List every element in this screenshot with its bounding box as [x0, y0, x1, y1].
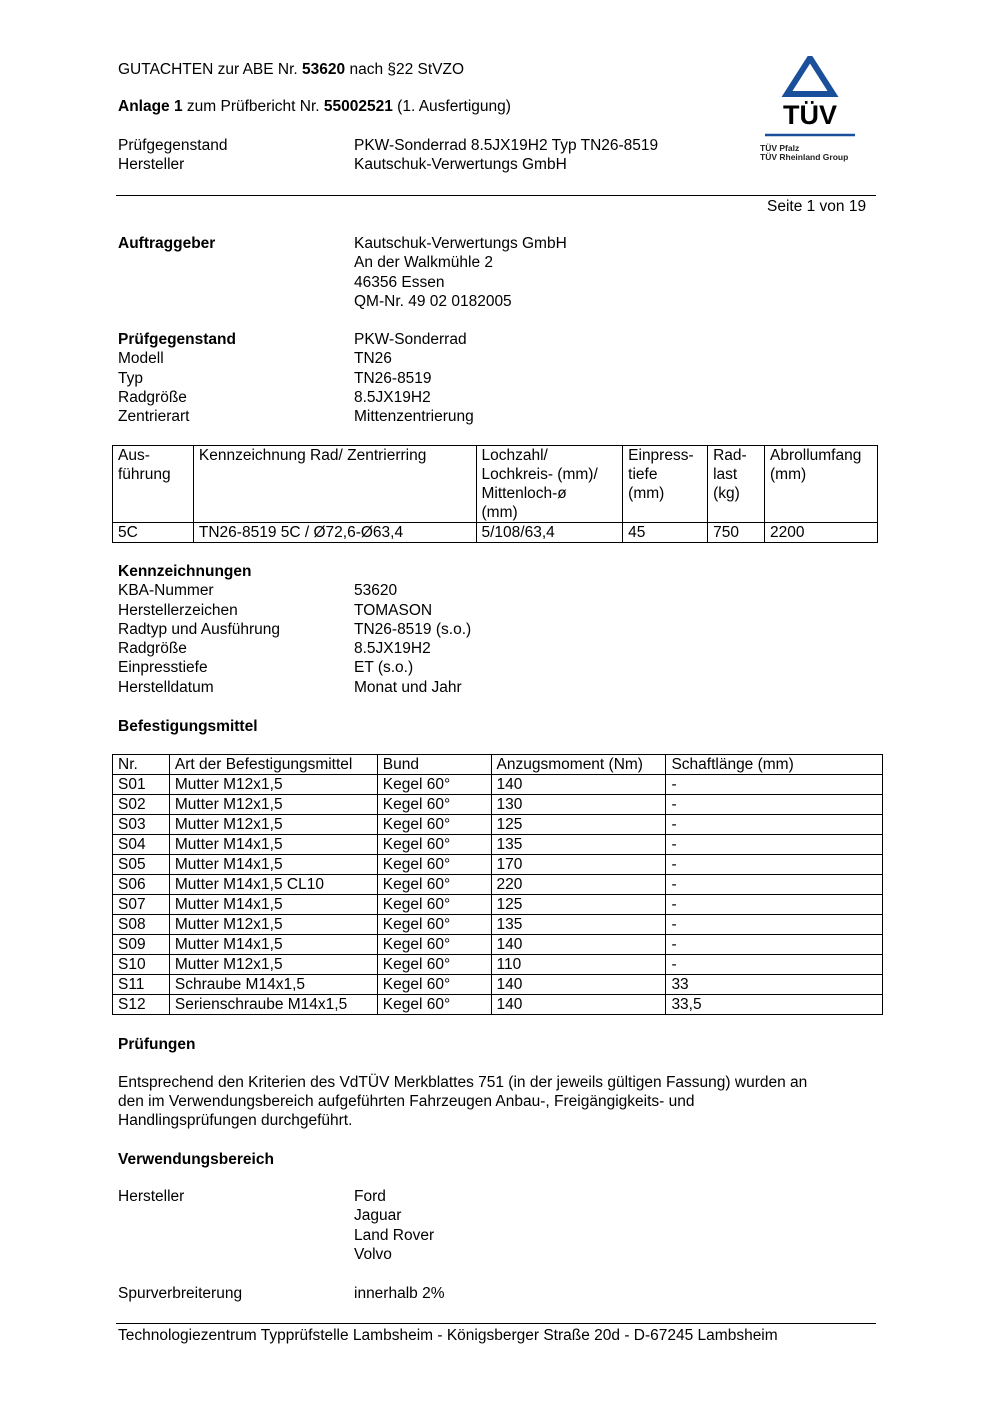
vb-hersteller: Jaguar	[354, 1207, 402, 1225]
logo-sub-2: TÜV Rheinland Group	[760, 152, 849, 162]
header-line2-suffix: (1. Ausfertigung)	[397, 98, 511, 115]
bef-cell: Mutter M14x1,5	[169, 855, 377, 875]
header-line-1	[118, 60, 464, 79]
bef-cell: 130	[491, 795, 666, 815]
pruefungen-text-line: Handlingsprüfungen durchgeführt.	[118, 1112, 353, 1129]
verwendungsbereich-block	[118, 1187, 435, 1264]
bef-cell: 125	[491, 815, 666, 835]
pg-key: Zentrierart	[118, 408, 190, 426]
bef-cell: -	[666, 935, 883, 955]
wheel-table	[112, 445, 878, 543]
kz-value: Monat und Jahr	[354, 678, 462, 696]
vb-hersteller: Volvo	[354, 1245, 392, 1263]
bef-cell: -	[666, 835, 883, 855]
header-line1-suffix: nach §22 StVZO	[349, 61, 465, 78]
table-row	[113, 935, 883, 955]
kennzeichnungen-block	[118, 562, 472, 697]
table-row	[113, 835, 883, 855]
bef-cell: S04	[113, 835, 170, 855]
bef-cell: Kegel 60°	[377, 975, 491, 995]
pg-key: Radgröße	[118, 388, 187, 406]
bef-cell: Kegel 60°	[377, 835, 491, 855]
bef-cell: 140	[491, 935, 666, 955]
tuv-logo-text: TÜV	[783, 100, 837, 130]
verwendungsbereich-title: Verwendungsbereich	[118, 1151, 274, 1168]
tuv-triangle-logo-icon	[760, 56, 860, 138]
kz-value: 53620	[354, 582, 398, 600]
spur-label: Spurverbreiterung	[118, 1285, 243, 1302]
pruefgegenstand-value: PKW-Sonderrad	[354, 331, 467, 348]
bef-cell: Mutter M12x1,5	[169, 795, 377, 815]
kz-value: TN26-8519 (s.o.)	[354, 620, 472, 638]
pg-value: TN26	[354, 350, 392, 368]
table-row	[113, 523, 878, 543]
wheel-cell: 2200	[765, 523, 878, 543]
bef-cell: -	[666, 895, 883, 915]
bef-cell: 33	[666, 975, 883, 995]
pruefungen-text-line: den im Verwendungsbereich aufgeführten Fahrzeugen Anbau-, Freigängigkeits- und	[118, 1093, 695, 1110]
bef-cell: 220	[491, 875, 666, 895]
header-hersteller-value: Kautschuk-Verwertungs GmbH	[354, 156, 567, 173]
vb-hersteller: Land Rover	[354, 1226, 435, 1244]
table-row	[113, 775, 883, 795]
bef-cell: Mutter M14x1,5	[169, 835, 377, 855]
bef-cell: 140	[491, 975, 666, 995]
wheel-cell: 5C	[113, 523, 194, 543]
kz-value: ET (s.o.)	[354, 659, 414, 677]
bef-header-cell: Anzugsmoment (Nm)	[491, 755, 666, 775]
bef-cell: -	[666, 775, 883, 795]
kz-value: TOMASON	[354, 601, 433, 619]
bef-cell: 33,5	[666, 995, 883, 1015]
bef-cell: Mutter M12x1,5	[169, 955, 377, 975]
auftraggeber-block	[118, 234, 567, 311]
bef-header-cell: Schaftlänge (mm)	[666, 755, 883, 775]
table-row	[113, 995, 883, 1015]
wheel-header-cell: Aus- führung	[113, 446, 194, 523]
bef-cell: S12	[113, 995, 170, 1015]
bef-cell: 125	[491, 895, 666, 915]
pruefgegenstand-block	[118, 330, 474, 426]
bef-cell: Mutter M14x1,5 CL10	[169, 875, 377, 895]
table-row	[113, 875, 883, 895]
bef-cell: Kegel 60°	[377, 895, 491, 915]
bef-cell: 140	[491, 995, 666, 1015]
vb-hersteller: Ford	[354, 1188, 386, 1205]
pg-value: TN26-8519	[354, 369, 432, 387]
kz-key: Radtyp und Ausführung	[118, 620, 281, 638]
table-row	[113, 915, 883, 935]
bef-cell: Kegel 60°	[377, 875, 491, 895]
bef-cell: S06	[113, 875, 170, 895]
bef-cell: S03	[113, 815, 170, 835]
logo-sub-1: TÜV Pfalz	[760, 143, 800, 153]
header-pruef-label: Prüfgegenstand	[118, 137, 228, 154]
bef-cell: S07	[113, 895, 170, 915]
header-line1-prefix: GUTACHTEN zur ABE Nr.	[118, 61, 298, 78]
pruefungen-title: Prüfungen	[118, 1036, 196, 1053]
pruefbericht-number: 55002521	[323, 98, 393, 115]
bef-cell: S05	[113, 855, 170, 875]
bef-cell: -	[666, 955, 883, 975]
bef-cell: Kegel 60°	[377, 855, 491, 875]
bef-cell: 110	[491, 955, 666, 975]
kz-key: KBA-Nummer	[118, 582, 214, 600]
kz-value: 8.5JX19H2	[354, 640, 431, 658]
bef-cell: Mutter M14x1,5	[169, 895, 377, 915]
kz-key: Radgröße	[118, 640, 187, 658]
table-row	[113, 895, 883, 915]
header-pruef-value: PKW-Sonderrad 8.5JX19H2 Typ TN26-8519	[354, 137, 659, 154]
auftraggeber-line: An der Walkmühle 2	[354, 254, 493, 272]
pg-value: Mittenzentrierung	[354, 408, 474, 426]
bef-header-cell: Bund	[377, 755, 491, 775]
wheel-cell: 750	[708, 523, 765, 543]
bef-cell: S01	[113, 775, 170, 795]
bef-cell: S09	[113, 935, 170, 955]
befestigung-header	[113, 755, 883, 775]
wheel-header-cell: Einpress- tiefe (mm)	[623, 446, 708, 523]
header-line2-mid: zum Prüfbericht Nr.	[186, 98, 320, 115]
wheel-header-cell: Kennzeichnung Rad/ Zentrierring	[193, 446, 476, 523]
wheel-cell: 45	[623, 523, 708, 543]
bef-cell: -	[666, 855, 883, 875]
bef-cell: Kegel 60°	[377, 795, 491, 815]
bef-cell: S11	[113, 975, 170, 995]
spur-value: innerhalb 2%	[354, 1285, 445, 1302]
tuv-logo	[760, 56, 860, 174]
bef-cell: Kegel 60°	[377, 775, 491, 795]
table-row	[113, 815, 883, 835]
bef-cell: Kegel 60°	[377, 815, 491, 835]
auftraggeber-line: Kautschuk-Verwertungs GmbH	[354, 235, 567, 252]
bef-cell: Serienschraube M14x1,5	[169, 995, 377, 1015]
footer-text: Technologiezentrum Typprüfstelle Lambsheim - Königsberger Straße 20d - D-67245 Lambsheim	[118, 1327, 778, 1344]
table-row	[113, 975, 883, 995]
table-row	[113, 955, 883, 975]
kz-key: Herstellerzeichen	[118, 601, 238, 619]
header-line-2	[118, 97, 511, 116]
bef-cell: Mutter M12x1,5	[169, 815, 377, 835]
table-row	[113, 795, 883, 815]
bef-cell: -	[666, 795, 883, 815]
bef-cell: Schraube M14x1,5	[169, 975, 377, 995]
befestigung-title: Befestigungsmittel	[118, 718, 258, 735]
header-hersteller-label: Hersteller	[118, 156, 185, 173]
auftraggeber-label: Auftraggeber	[118, 235, 216, 252]
kz-key: Herstelldatum	[118, 678, 214, 696]
bef-header-cell: Nr.	[113, 755, 170, 775]
header-divider	[116, 195, 876, 196]
bef-cell: Kegel 60°	[377, 935, 491, 955]
kennzeichnungen-title: Kennzeichnungen	[118, 563, 252, 580]
anlage-label: Anlage 1	[118, 98, 183, 115]
bef-cell: -	[666, 915, 883, 935]
bef-cell: 135	[491, 835, 666, 855]
befestigung-table	[112, 754, 883, 1015]
pruefungen-text-line: Entsprechend den Kriterien des VdTÜV Merkblattes 751 (in der jeweils gültigen Fassung) wurden an	[118, 1074, 808, 1091]
wheel-header-cell: Rad- last (kg)	[708, 446, 765, 523]
bef-header-cell: Art der Befestigungsmittel	[169, 755, 377, 775]
kz-key: Einpresstiefe	[118, 659, 208, 677]
table-row	[113, 855, 883, 875]
wheel-cell: 5/108/63,4	[476, 523, 623, 543]
auftraggeber-line: QM-Nr. 49 02 0182005	[354, 292, 512, 310]
pg-key: Modell	[118, 350, 164, 368]
bef-cell: 140	[491, 775, 666, 795]
abe-number: 53620	[302, 61, 346, 78]
footer-divider	[116, 1323, 876, 1324]
auftraggeber-line: 46356 Essen	[354, 273, 445, 291]
bef-cell: -	[666, 815, 883, 835]
bef-cell: 135	[491, 915, 666, 935]
pruefgegenstand-label: Prüfgegenstand	[118, 331, 236, 348]
bef-cell: Kegel 60°	[377, 995, 491, 1015]
wheel-cell: TN26-8519 5C / Ø72,6-Ø63,4	[193, 523, 476, 543]
wheel-header-cell: Lochzahl/ Lochkreis- (mm)/ Mittenloch-ø (mm)	[476, 446, 623, 523]
pg-key: Typ	[118, 369, 143, 387]
bef-cell: Kegel 60°	[377, 955, 491, 975]
bef-cell: Kegel 60°	[377, 915, 491, 935]
page-number: Seite 1 von 19	[767, 198, 867, 215]
vb-hersteller-label: Hersteller	[118, 1188, 185, 1205]
bef-cell: S02	[113, 795, 170, 815]
bef-cell: 170	[491, 855, 666, 875]
bef-cell: Mutter M12x1,5	[169, 775, 377, 795]
wheel-header-cell: Abrollumfang (mm)	[765, 446, 878, 523]
wheel-table-header	[113, 446, 878, 523]
pg-value: 8.5JX19H2	[354, 388, 431, 406]
bef-cell: -	[666, 875, 883, 895]
bef-cell: S08	[113, 915, 170, 935]
bef-cell: Mutter M14x1,5	[169, 935, 377, 955]
bef-cell: S10	[113, 955, 170, 975]
bef-cell: Mutter M12x1,5	[169, 915, 377, 935]
